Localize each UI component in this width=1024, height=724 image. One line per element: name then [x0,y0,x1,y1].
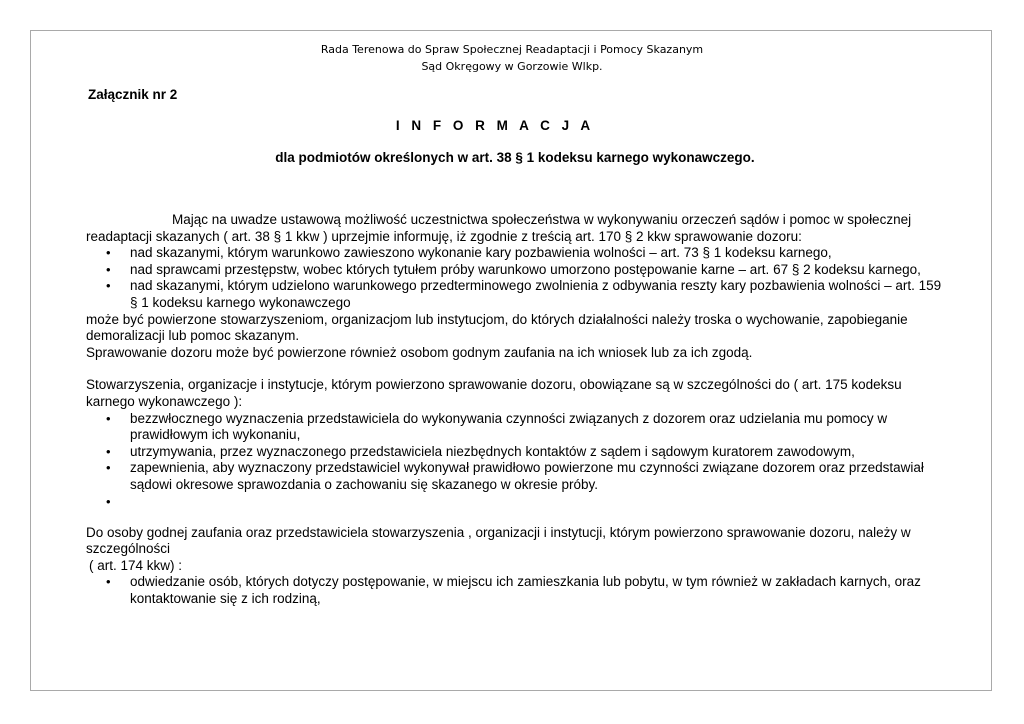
list-item [86,411,944,444]
attachment-label: Załącznik nr 2 [88,87,178,102]
list-item-text: odwiedzanie osób, których dotyczy postępowanie, w miejscu ich zamieszkania lub pobytu, w tym również w zakładach karnych, oraz kontaktowanie się z ich rodziną, [130,574,921,606]
list-item-text: nad sprawcami przestępstw, wobec których tytułem próby warunkowo umorzono postępowanie karne – art. 67 § 2 kodeksu karnego, [130,261,921,277]
list-item [86,245,944,262]
bullet-icon: • [106,574,111,590]
bullet-icon: • [106,493,111,509]
list-item [86,460,944,493]
list-item-text: nad skazanymi, którym warunkowo zawieszono wykonanie kary pozbawienia wolności – art. 73 § 1 kodeksu karnego, [130,245,832,261]
list-item [86,444,944,461]
header-council-name: Rada Terenowa do Spraw Społecznej Readaptacji i Pomocy Skazanym [320,43,704,56]
list-item-text: bezzwłocznego wyznaczenia przedstawiciela do wykonywania czynności związanych z dozorem oraz udzielania mu pomocy w prawidłowym ich wykonaniu, [130,410,888,443]
paragraph-spacer [86,511,944,525]
list-item [86,574,944,607]
document-title: I N F O R M A C J A [395,118,595,133]
section1-intro: Mając na uwadze ustawową możliwość uczestnictwa społeczeństwa w wykonywaniu orzeczeń sądów i pomoc w społecznej readaptacji skazanych ( art. 38 § 1 kkw ) uprzejmie informuję, iż zgodnie z treścią art. 170 § 2 kkw sprawowanie dozoru: [86,212,912,244]
list-item-empty [86,494,944,511]
bullet-icon: • [106,261,111,277]
section2-bullet-list [86,411,944,511]
header-court-name: Sąd Okręgowy w Gorzowie Wlkp. [421,60,603,73]
section3-reference: ( art. 174 kkw) : [89,557,183,573]
bullet-icon: • [106,443,111,459]
list-item [86,262,944,279]
bullet-icon: • [106,460,111,476]
section1-bullet-list [86,245,944,311]
document-subtitle: dla podmiotów określonych w art. 38 § 1 kodeksu karnego wykonawczego. [275,150,755,165]
list-item-text: zapewnienia, aby wyznaczony przedstawiciel wykonywał prawidłowo powierzone mu czynności związane dozorem oraz przedstawiał sądowi okresowe sprawozdania o zachowaniu się skazanego w okresie próby. [130,460,924,492]
section1-conclusion: może być powierzone stowarzyszeniom, organizacjom lub instytucjom, do których działalności należy troska o wychowanie, zapobieganie demoralizacji lub pomoc skazanym. [86,311,908,344]
section3-bullet-list [86,574,944,607]
section3-intro: Do osoby godnej zaufania oraz przedstawiciela stowarzyszenia , organizacji i instytucji, którym powierzono sprawowanie dozoru, należy w szczególności [86,524,911,557]
list-item-text: utrzymywania, przez wyznaczonego przedstawiciela niezbędnych kontaktów z sądem i sądowym kuratorem zawodowym, [130,443,855,459]
bullet-icon: • [106,278,111,294]
bullet-icon: • [106,245,111,261]
bullet-icon: • [106,410,111,426]
section2-intro: Stowarzyszenia, organizacje i instytucje, którym powierzono sprawowanie dozoru, obowiązane są w szczególności do ( art. 175 kodeksu karnego wykonawczego ): [86,377,902,409]
paragraph-spacer [86,361,944,377]
section1-note: Sprawowanie dozoru może być powierzone również osobom godnym zaufania na ich wniosek lub za ich zgodą. [86,344,753,360]
document-body [86,212,944,607]
list-item-text: nad skazanymi, którym udzielono warunkowego przedterminowego zwolnienia z odbywania reszty kary pozbawienia wolności – art. 159 § 1 kodeksu karnego wykonawczego [130,278,942,310]
list-item [86,278,944,311]
